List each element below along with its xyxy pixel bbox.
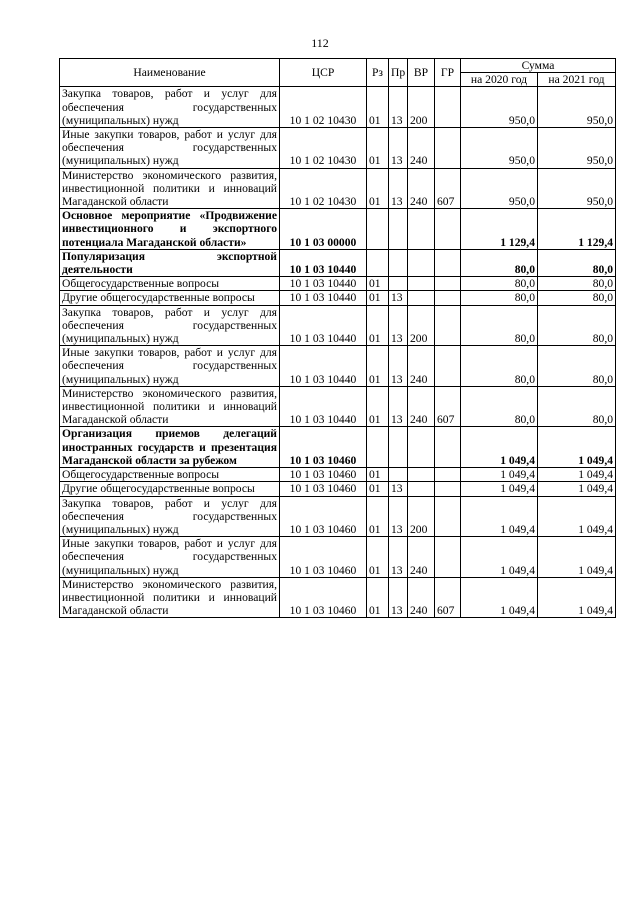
row-gr: [435, 482, 461, 496]
row-csr: 10 1 02 10430: [280, 87, 367, 128]
row-gr: [435, 249, 461, 276]
row-rz: 01: [367, 277, 389, 291]
row-gr: [435, 128, 461, 169]
header-vr: ВР: [408, 59, 435, 87]
page-number: 112: [311, 36, 329, 50]
row-gr: [435, 427, 461, 468]
row-amount-2020: 1 049,4: [461, 468, 538, 482]
row-name: Организация приемов делегаций иностранных государств и презентация Магаданской области за рубежом: [60, 427, 280, 468]
row-vr: [408, 482, 435, 496]
row-amount-2021: 1 049,4: [538, 577, 616, 618]
table-row: [60, 277, 616, 291]
budget-table: [59, 58, 616, 618]
row-pr: 13: [389, 128, 408, 169]
row-amount-2021: 80,0: [538, 277, 616, 291]
row-amount-2020: 950,0: [461, 87, 538, 128]
row-amount-2020: 80,0: [461, 291, 538, 305]
table-row: [60, 482, 616, 496]
row-rz: 01: [367, 496, 389, 537]
row-name: Закупка товаров, работ и услуг для обеспечения государственных (муниципальных) нужд: [60, 496, 280, 537]
table-row: [60, 305, 616, 346]
row-csr: 10 1 03 10460: [280, 482, 367, 496]
row-vr: 200: [408, 496, 435, 537]
row-pr: [389, 468, 408, 482]
row-name: Общегосударственные вопросы: [60, 468, 280, 482]
table-row: [60, 386, 616, 427]
row-amount-2020: 950,0: [461, 128, 538, 169]
table-row: [60, 128, 616, 169]
row-vr: [408, 291, 435, 305]
row-rz: 01: [367, 577, 389, 618]
row-amount-2020: 950,0: [461, 168, 538, 209]
row-rz: 01: [367, 482, 389, 496]
row-rz: 01: [367, 537, 389, 578]
row-amount-2021: 1 129,4: [538, 209, 616, 250]
row-amount-2021: 1 049,4: [538, 482, 616, 496]
row-name: Иные закупки товаров, работ и услуг для обеспечения государственных (муниципальных) нужд: [60, 346, 280, 387]
table-row: [60, 427, 616, 468]
row-csr: 10 1 03 10460: [280, 496, 367, 537]
row-amount-2020: 1 049,4: [461, 537, 538, 578]
row-gr: 607: [435, 168, 461, 209]
row-vr: 240: [408, 577, 435, 618]
row-amount-2021: 80,0: [538, 305, 616, 346]
table-header: [60, 59, 616, 87]
row-amount-2021: 80,0: [538, 346, 616, 387]
row-amount-2021: 950,0: [538, 128, 616, 169]
row-gr: 607: [435, 386, 461, 427]
row-csr: 10 1 02 10430: [280, 128, 367, 169]
row-csr: 10 1 03 10460: [280, 577, 367, 618]
table-body: [60, 87, 616, 618]
row-gr: [435, 346, 461, 387]
row-amount-2021: 950,0: [538, 87, 616, 128]
table-row: [60, 537, 616, 578]
table-row: [60, 168, 616, 209]
row-rz: 01: [367, 128, 389, 169]
row-pr: 13: [389, 168, 408, 209]
row-amount-2021: 1 049,4: [538, 496, 616, 537]
row-pr: 13: [389, 386, 408, 427]
row-csr: 10 1 03 10460: [280, 537, 367, 578]
row-amount-2020: 80,0: [461, 305, 538, 346]
header-year-2021: на 2021 год: [538, 73, 616, 87]
row-rz: 01: [367, 305, 389, 346]
row-csr: 10 1 03 10440: [280, 305, 367, 346]
row-amount-2020: 1 049,4: [461, 577, 538, 618]
row-amount-2020: 80,0: [461, 346, 538, 387]
row-amount-2021: 80,0: [538, 386, 616, 427]
table-row: [60, 87, 616, 128]
row-vr: 200: [408, 87, 435, 128]
table-row: [60, 496, 616, 537]
row-vr: [408, 427, 435, 468]
row-vr: 240: [408, 537, 435, 578]
row-name: Другие общегосударственные вопросы: [60, 482, 280, 496]
row-name: Министерство экономического развития, инвестиционной политики и инноваций Магаданской области: [60, 168, 280, 209]
row-rz: 01: [367, 346, 389, 387]
row-name: Популяризация экспортной деятельности: [60, 249, 280, 276]
row-amount-2020: 1 049,4: [461, 427, 538, 468]
row-csr: 10 1 03 00000: [280, 209, 367, 250]
row-amount-2021: 1 049,4: [538, 537, 616, 578]
row-name: Закупка товаров, работ и услуг для обеспечения государственных (муниципальных) нужд: [60, 87, 280, 128]
row-pr: 13: [389, 87, 408, 128]
row-amount-2021: 950,0: [538, 168, 616, 209]
row-rz: 01: [367, 468, 389, 482]
row-rz: 01: [367, 291, 389, 305]
row-rz: 01: [367, 87, 389, 128]
row-amount-2020: 1 049,4: [461, 496, 538, 537]
row-vr: [408, 249, 435, 276]
row-pr: 13: [389, 305, 408, 346]
row-gr: [435, 277, 461, 291]
row-gr: [435, 537, 461, 578]
row-csr: 10 1 02 10430: [280, 168, 367, 209]
row-csr: 10 1 03 10440: [280, 249, 367, 276]
row-csr: 10 1 03 10440: [280, 291, 367, 305]
row-vr: 200: [408, 305, 435, 346]
row-gr: [435, 468, 461, 482]
row-amount-2020: 1 049,4: [461, 482, 538, 496]
row-rz: [367, 249, 389, 276]
row-name: Общегосударственные вопросы: [60, 277, 280, 291]
row-pr: 13: [389, 346, 408, 387]
table-row: [60, 346, 616, 387]
row-name: Иные закупки товаров, работ и услуг для обеспечения государственных (муниципальных) нужд: [60, 128, 280, 169]
row-name: Министерство экономического развития, инвестиционной политики и инноваций Магаданской области: [60, 577, 280, 618]
table-row: [60, 249, 616, 276]
header-rz: Рз: [367, 59, 389, 87]
row-pr: [389, 249, 408, 276]
row-gr: [435, 291, 461, 305]
table-row: [60, 468, 616, 482]
row-vr: 240: [408, 128, 435, 169]
row-rz: 01: [367, 386, 389, 427]
header-csr: ЦСР: [280, 59, 367, 87]
row-pr: [389, 277, 408, 291]
row-pr: 13: [389, 577, 408, 618]
row-vr: 240: [408, 168, 435, 209]
row-csr: 10 1 03 10440: [280, 277, 367, 291]
row-vr: [408, 468, 435, 482]
row-vr: [408, 277, 435, 291]
row-gr: [435, 496, 461, 537]
row-name: Иные закупки товаров, работ и услуг для обеспечения государственных (муниципальных) нужд: [60, 537, 280, 578]
row-amount-2021: 80,0: [538, 291, 616, 305]
row-name: Основное мероприятие «Продвижение инвестиционного и экспортного потенциала Магаданской области»: [60, 209, 280, 250]
row-csr: 10 1 03 10440: [280, 386, 367, 427]
row-vr: [408, 209, 435, 250]
header-sum: Сумма: [461, 59, 616, 73]
row-name: Министерство экономического развития, инвестиционной политики и инноваций Магаданской области: [60, 386, 280, 427]
row-csr: 10 1 03 10460: [280, 468, 367, 482]
table-row: [60, 209, 616, 250]
row-vr: 240: [408, 386, 435, 427]
header-year-2020: на 2020 год: [461, 73, 538, 87]
row-rz: [367, 209, 389, 250]
row-rz: 01: [367, 168, 389, 209]
row-vr: 240: [408, 346, 435, 387]
header-gr: ГР: [435, 59, 461, 87]
header-name: Наименование: [60, 59, 280, 87]
row-name: Закупка товаров, работ и услуг для обеспечения государственных (муниципальных) нужд: [60, 305, 280, 346]
header-pr: Пр: [389, 59, 408, 87]
row-amount-2020: 80,0: [461, 277, 538, 291]
row-pr: [389, 427, 408, 468]
table-row: [60, 577, 616, 618]
row-amount-2021: 80,0: [538, 249, 616, 276]
row-rz: [367, 427, 389, 468]
row-gr: [435, 209, 461, 250]
row-csr: 10 1 03 10460: [280, 427, 367, 468]
row-gr: [435, 305, 461, 346]
row-name: Другие общегосударственные вопросы: [60, 291, 280, 305]
row-amount-2021: 1 049,4: [538, 427, 616, 468]
row-amount-2021: 1 049,4: [538, 468, 616, 482]
row-amount-2020: 80,0: [461, 249, 538, 276]
row-pr: 13: [389, 496, 408, 537]
row-pr: 13: [389, 537, 408, 578]
row-amount-2020: 80,0: [461, 386, 538, 427]
row-pr: 13: [389, 482, 408, 496]
row-amount-2020: 1 129,4: [461, 209, 538, 250]
table-row: [60, 291, 616, 305]
row-pr: 13: [389, 291, 408, 305]
row-gr: [435, 87, 461, 128]
row-gr: 607: [435, 577, 461, 618]
row-csr: 10 1 03 10440: [280, 346, 367, 387]
row-pr: [389, 209, 408, 250]
